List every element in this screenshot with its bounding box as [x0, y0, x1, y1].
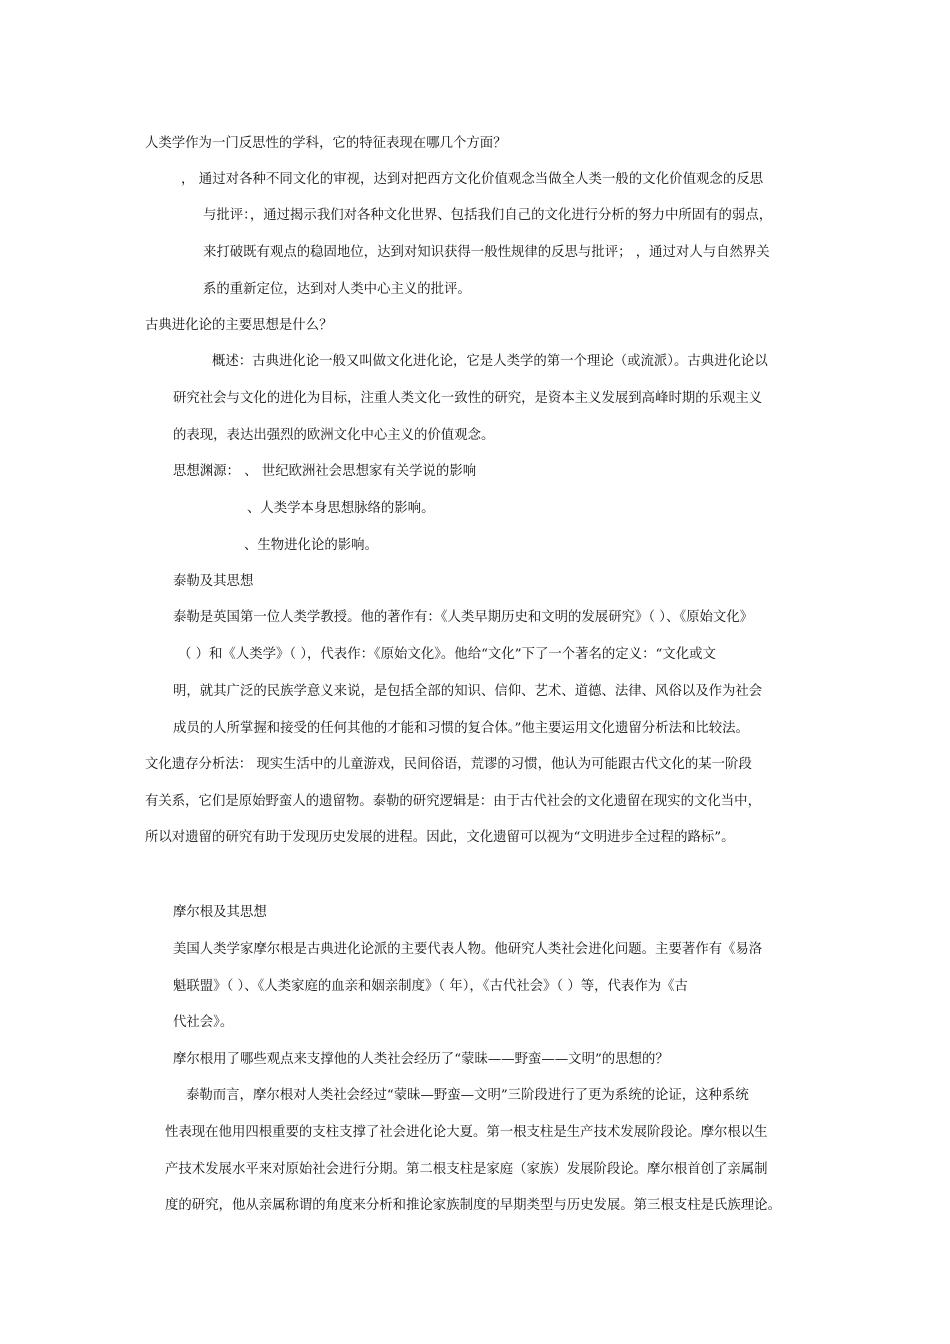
list-line: 思想渊源： 、 世纪欧洲社会思想家有关学说的影响	[173, 464, 477, 479]
list-line: 、生物进化论的影响。	[244, 538, 378, 553]
paragraph-line: 研究社会与文化的进化为目标，注重人类文化一致性的研究，是资本主义发展到高峰时期的乐观主义	[173, 391, 763, 406]
paragraph-line: 泰勒而言，摩尔根对人类社会经过“蒙昧—野蛮—文明”三阶段进行了更为系统的论证，这种系统	[186, 1088, 749, 1103]
section-heading: 摩尔根及其思想	[173, 905, 267, 920]
paragraph-line: 有关系，它们是原始野蛮人的遗留物。泰勒的研究逻辑是：由于古代社会的文化遗留在现实的文化当中，	[145, 794, 761, 809]
answer-line: ， 通过对各种不同文化的审视，达到对把西方文化价值观念当做全人类一般的文化价值观念的反思	[181, 172, 764, 187]
paragraph-line: 的表现，表达出强烈的欧洲文化中心主义的价值观念。	[173, 428, 495, 443]
paragraph-line: 文化遗存分析法： 现实生活中的儿童游戏，民间俗语，荒谬的习惯，他认为可能跟古代文化的某一阶段	[145, 757, 752, 772]
list-line: 、人类学本身思想脉络的影响。	[247, 501, 435, 516]
answer-line: 来打破既有观点的稳固地位，达到对知识获得一般性规律的反思与批评； ，通过对人与自然界关	[203, 245, 770, 260]
paragraph-line: 魁联盟》（ ）、《人类家庭的血亲和姻亲制度》（ 年），《古代社会》（ ）等，代表作为《古	[173, 979, 688, 994]
paragraph-line: 美国人类学家摩尔根是古典进化论派的主要代表人物。他研究人类社会进化问题。主要著作有《易洛	[173, 942, 763, 957]
paragraph-line: 明，就其广泛的民族学意义来说，是包括全部的知识、信仰、艺术、道德、法律、风俗以及作为社会	[173, 684, 763, 699]
answer-line: 与批评：，通过揭示我们对各种文化世界、包括我们自己的文化进行分析的努力中所固有的弱点，	[203, 208, 773, 223]
paragraph-line: 代社会》。	[173, 1015, 234, 1030]
paragraph-line: 所以对遗留的研究有助于发现历史发展的进程。因此，文化遗留可以视为“文明进步全过程的路标”。	[145, 830, 735, 845]
paragraph-line: 概述：古典进化论一般又叫做文化进化论，它是人类学的第一个理论（或流派）。古典进化论以	[212, 354, 768, 369]
question-heading: 人类学作为一门反思性的学科，它的特征表现在哪几个方面？	[145, 136, 507, 151]
paragraph-line: 泰勒是英国第一位人类学教授。他的著作有：《人类早期历史和文明的发展研究》（ ）、《原始文化》	[173, 610, 754, 625]
paragraph-line: （ ）和《人类学》（ ），代表作：《原始文化》。他给“文化”下了一个著名的定义：“文化或文	[178, 647, 716, 662]
paragraph-line: 产技术发展水平来对原始社会进行分期。第二根支柱是家庭（家族）发展阶段论。摩尔根首创了亲属制	[165, 1162, 768, 1177]
paragraph-line: 度的研究，他从亲属称谓的角度来分析和推论家族制度的早期类型与历史发展。第三根支柱是氏族理论。	[165, 1198, 781, 1213]
section-heading: 泰勒及其思想	[173, 574, 254, 589]
paragraph-line: 成员的人所掌握和接受的任何其他的才能和习惯的复合体。”他主要运用文化遗留分析法和比较法。	[173, 721, 749, 736]
question-heading: 古典进化论的主要思想是什么？	[145, 318, 333, 333]
answer-line: 系的重新定位，达到对人类中心主义的批评。	[203, 282, 471, 297]
paragraph-line: 性表现在他用四根重要的支柱支撑了社会进化论大夏。第一根支柱是生产技术发展阶段论。摩尔根以生	[165, 1125, 768, 1140]
question-heading: 摩尔根用了哪些观点来支撑他的人类社会经历了“蒙昧——野蛮——文明”的思想的？	[173, 1052, 669, 1067]
